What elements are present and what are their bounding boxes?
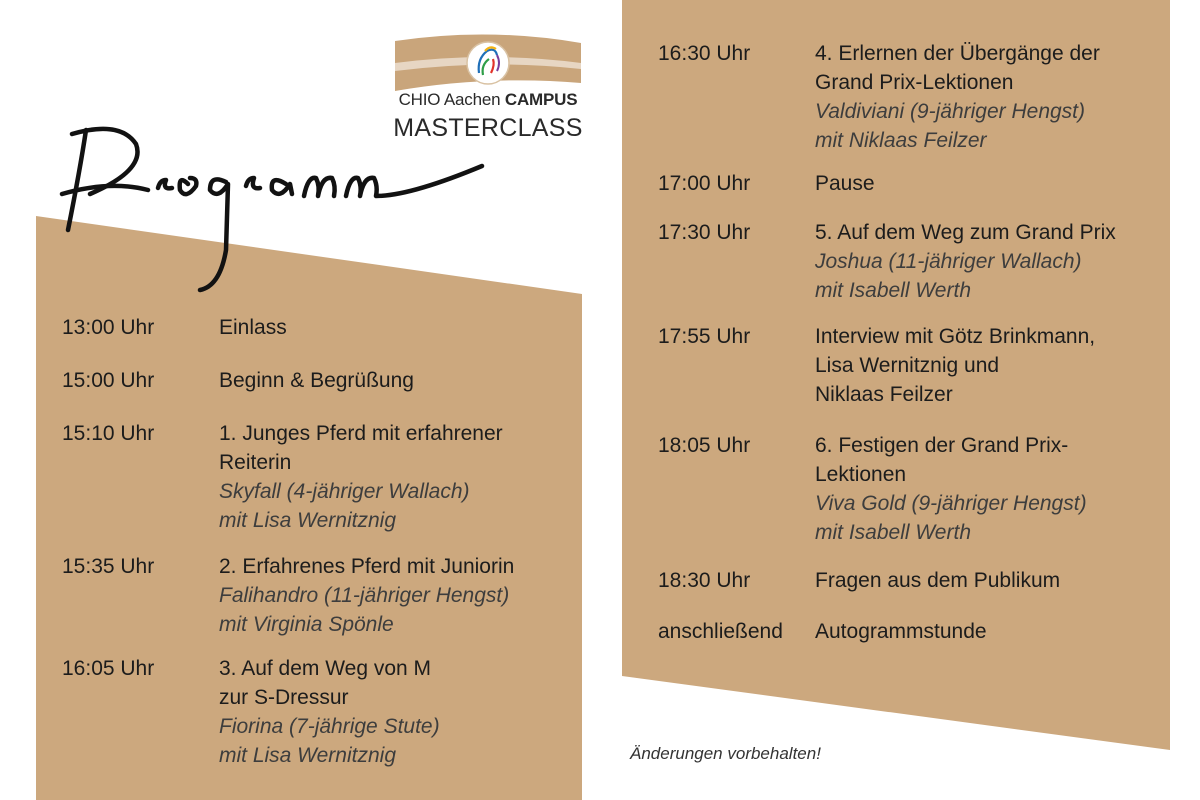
session-title: 2. Erfahrenes Pferd mit Juniorin xyxy=(219,555,515,578)
time-label: 17:30 Uhr xyxy=(658,221,751,244)
session-title: 6. Festigen der Grand Prix- xyxy=(815,434,1069,457)
time-label: 17:55 Uhr xyxy=(658,325,751,348)
session-block xyxy=(219,366,414,395)
session-block xyxy=(815,617,987,646)
session-title: Einlass xyxy=(219,316,287,339)
session-block xyxy=(219,654,440,770)
session-title: 4. Erlernen der Übergänge der xyxy=(815,42,1100,65)
time-label: 16:05 Uhr xyxy=(62,657,155,680)
logo-wordmark: CHIO Aachen CAMPUS xyxy=(398,90,578,109)
session-title: Niklaas Feilzer xyxy=(815,383,953,406)
session-block xyxy=(815,39,1100,155)
time-label: 16:30 Uhr xyxy=(658,42,751,65)
session-detail: mit Isabell Werth xyxy=(815,521,971,544)
session-title: 3. Auf dem Weg von M xyxy=(219,657,432,680)
session-detail: Joshua (11-jähriger Wallach) xyxy=(815,250,1082,273)
session-title: Grand Prix-Lektionen xyxy=(815,71,1014,94)
session-block xyxy=(219,419,503,535)
session-block xyxy=(219,552,514,639)
logo-masterclass: MASTERCLASS xyxy=(393,114,583,142)
time-label: 17:00 Uhr xyxy=(658,172,751,195)
script-title xyxy=(50,110,490,300)
session-title: Lisa Wernitznig und xyxy=(815,354,1000,377)
session-title: 5. Auf dem Weg zum Grand Prix xyxy=(815,221,1116,244)
session-title: Pause xyxy=(815,172,875,195)
session-block xyxy=(815,218,1116,305)
time-label: anschließend xyxy=(658,620,783,643)
session-title: Reiterin xyxy=(219,451,292,474)
session-detail: Valdiviani (9-jähriger Hengst) xyxy=(815,100,1086,123)
session-detail: mit Niklaas Feilzer xyxy=(815,129,987,152)
session-detail: mit Lisa Wernitznig xyxy=(219,744,397,767)
time-label: 18:05 Uhr xyxy=(658,434,751,457)
session-title: Interview mit Götz Brinkmann, xyxy=(815,325,1096,348)
time-label: 15:00 Uhr xyxy=(62,369,155,392)
time-label: 13:00 Uhr xyxy=(62,316,155,339)
session-title: zur S-Dressur xyxy=(219,686,349,709)
session-detail: Viva Gold (9-jähriger Hengst) xyxy=(815,492,1087,515)
session-block xyxy=(815,431,1087,547)
session-title: 1. Junges Pferd mit erfahrener xyxy=(219,422,503,445)
session-detail: mit Isabell Werth xyxy=(815,279,971,302)
time-label: 18:30 Uhr xyxy=(658,569,751,592)
session-title: Lektionen xyxy=(815,463,907,486)
session-block xyxy=(815,322,1095,409)
session-title: Autogrammstunde xyxy=(815,620,987,643)
session-block xyxy=(815,169,875,198)
session-block xyxy=(815,566,1060,595)
time-label: 15:10 Uhr xyxy=(62,422,155,445)
session-detail: mit Lisa Wernitznig xyxy=(219,509,397,532)
horse-head-icon xyxy=(467,42,509,84)
session-title: Fragen aus dem Publikum xyxy=(815,569,1061,592)
session-detail: Skyfall (4-jähriger Wallach) xyxy=(219,480,470,503)
title-text: Programm xyxy=(50,110,55,111)
footer-note: Änderungen vorbehalten! xyxy=(630,744,821,763)
session-title: Beginn & Begrüßung xyxy=(219,369,414,392)
session-detail: mit Virginia Spönle xyxy=(219,613,394,636)
session-detail: Falihandro (11-jähriger Hengst) xyxy=(219,584,510,607)
time-label: 15:35 Uhr xyxy=(62,555,155,578)
session-detail: Fiorina (7-jährige Stute) xyxy=(219,715,440,738)
session-block xyxy=(219,313,287,342)
